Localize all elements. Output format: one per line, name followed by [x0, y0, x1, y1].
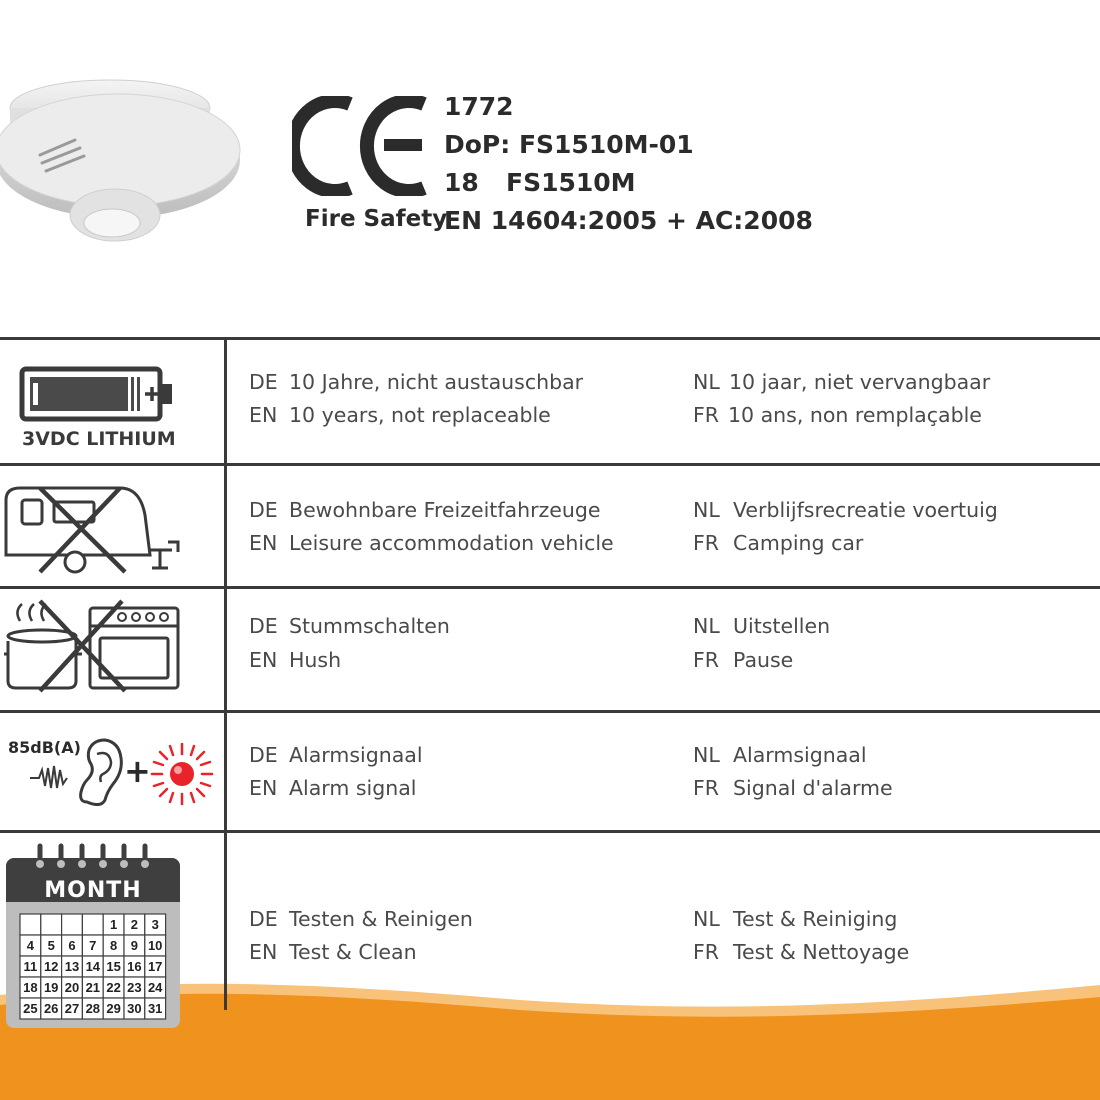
- battery-icon: [18, 365, 178, 427]
- lang-code-nl: NL: [693, 370, 720, 394]
- lang-text-nl: Uitstellen: [733, 614, 831, 638]
- calendar-day: 21: [85, 980, 101, 995]
- lang-code-fr: FR: [693, 531, 720, 555]
- lang-text-de: Bewohnbare Freizeitfahrzeuge: [289, 498, 601, 522]
- lang-code-fr: FR: [693, 940, 720, 964]
- calendar-day: 4: [26, 938, 35, 953]
- dop-number: DoP: FS1510M-01: [444, 130, 694, 159]
- lang-code-de: DE: [249, 743, 278, 767]
- ear-icon: [25, 736, 125, 806]
- calendar-day: 3: [151, 917, 159, 932]
- lang-code-en: EN: [249, 531, 278, 555]
- row2-de: [249, 498, 601, 522]
- decibel-label: 85dB(A): [8, 738, 81, 757]
- lang-code-de: DE: [249, 907, 278, 931]
- smoke-detector-image: [0, 60, 245, 250]
- calendar-day: 31: [147, 1001, 163, 1016]
- ce-mark-icon: [292, 96, 432, 196]
- table-divider: [0, 463, 1100, 466]
- lang-code-fr: FR: [693, 648, 720, 672]
- table-divider: [0, 830, 1100, 833]
- row4-de: [249, 743, 423, 767]
- lang-text-en: Test & Clean: [289, 940, 417, 964]
- calendar-day: 1: [109, 917, 118, 932]
- lang-text-fr: Pause: [733, 648, 794, 672]
- row5-de: [249, 907, 473, 931]
- row1-en: [249, 403, 551, 427]
- calendar-day: 13: [64, 959, 80, 974]
- calendar-day: 29: [106, 1001, 121, 1016]
- row4-nl: [693, 743, 867, 767]
- lang-text-en: 10 years, not replaceable: [289, 403, 551, 427]
- calendar-icon: [4, 842, 182, 1032]
- calendar-day: 28: [85, 1001, 101, 1016]
- calendar-day: 26: [43, 1001, 59, 1016]
- lang-text-nl: 10 jaar, niet vervangbaar: [729, 370, 991, 394]
- calendar-cell: [20, 914, 41, 935]
- calendar-day: 10: [147, 938, 163, 953]
- calendar-cell: [62, 914, 83, 935]
- table-divider: [0, 586, 1100, 589]
- lang-text-nl: Alarmsignaal: [733, 743, 867, 767]
- table-divider: [0, 337, 1100, 340]
- calendar-day: 17: [147, 959, 163, 974]
- calendar-day: 8: [109, 938, 118, 953]
- calendar-cell: [82, 914, 103, 935]
- lang-text-de: Testen & Reinigen: [289, 907, 473, 931]
- lang-text-nl: Test & Reiniging: [733, 907, 898, 931]
- cooking-crossed-icon: [0, 596, 185, 696]
- row5-fr: [693, 940, 909, 964]
- calendar-day: 30: [127, 1001, 142, 1016]
- lang-code-de: DE: [249, 614, 278, 638]
- caravan-crossed-icon: [0, 480, 185, 580]
- calendar-cell: [41, 914, 62, 935]
- calendar-day: 6: [68, 938, 76, 953]
- lang-text-fr: Signal d'alarme: [733, 776, 893, 800]
- year-code: 18: [444, 168, 479, 197]
- lang-text-en: Alarm signal: [289, 776, 417, 800]
- lang-code-fr: FR: [693, 776, 720, 800]
- table-divider: [0, 710, 1100, 713]
- row3-fr: [693, 648, 793, 672]
- notified-body-number: 1772: [444, 92, 514, 121]
- calendar-day: 19: [43, 980, 59, 995]
- lang-code-fr: FR: [693, 403, 720, 427]
- lang-code-en: EN: [249, 940, 278, 964]
- calendar-month-label: MONTH: [44, 878, 142, 903]
- lang-code-nl: NL: [693, 907, 720, 931]
- lang-code-de: DE: [249, 370, 278, 394]
- lang-text-en: Hush: [289, 648, 342, 672]
- row2-en: [249, 531, 614, 555]
- lang-text-de: 10 Jahre, nicht austauschbar: [289, 370, 584, 394]
- row2-nl: [693, 498, 998, 522]
- row3-de: [249, 614, 450, 638]
- battery-label: 3VDC LITHIUM: [22, 428, 176, 450]
- calendar-day: 7: [89, 938, 97, 953]
- model-number: FS1510M: [506, 168, 636, 197]
- row5-en: [249, 940, 417, 964]
- lang-text-de: Alarmsignaal: [289, 743, 423, 767]
- lang-code-de: DE: [249, 498, 278, 522]
- lang-text-nl: Verblijfsrecreatie voertuig: [733, 498, 998, 522]
- calendar-day: 9: [130, 938, 139, 953]
- calendar-day: 14: [85, 959, 101, 974]
- calendar-day: 2: [130, 917, 139, 932]
- calendar-day: 11: [23, 959, 38, 974]
- lang-code-nl: NL: [693, 498, 720, 522]
- row1-de: [249, 370, 583, 394]
- lang-code-en: EN: [249, 403, 278, 427]
- calendar-day: 24: [147, 980, 163, 995]
- calendar-day: 27: [64, 1001, 80, 1016]
- calendar-day: 18: [23, 980, 38, 995]
- column-divider: [224, 337, 227, 1010]
- lang-text-de: Stummschalten: [289, 614, 450, 638]
- calendar-day: 16: [127, 959, 142, 974]
- calendar-day: 25: [23, 1001, 38, 1016]
- calendar-day: 12: [43, 959, 59, 974]
- row3-nl: [693, 614, 830, 638]
- lang-code-en: EN: [249, 648, 278, 672]
- row1-nl: [693, 370, 990, 394]
- lang-code-en: EN: [249, 776, 278, 800]
- brand-name: Fire Safety: [305, 206, 448, 232]
- lang-code-nl: NL: [693, 614, 720, 638]
- row1-fr: [693, 403, 982, 427]
- lang-text-fr: Test & Nettoyage: [733, 940, 910, 964]
- calendar-day: 15: [106, 959, 121, 974]
- calendar-day: 5: [47, 938, 55, 953]
- standard-number: EN 14604:2005 + AC:2008: [444, 206, 813, 235]
- calendar-day: 20: [64, 980, 80, 995]
- plus-sign: +: [124, 752, 151, 790]
- row4-fr: [693, 776, 893, 800]
- calendar-day: 23: [127, 980, 142, 995]
- lang-text-en: Leisure accommodation vehicle: [289, 531, 614, 555]
- row3-en: [249, 648, 341, 672]
- red-light-icon: [150, 742, 214, 806]
- row4-en: [249, 776, 416, 800]
- row5-nl: [693, 907, 897, 931]
- lang-text-fr: Camping car: [733, 531, 864, 555]
- row2-fr: [693, 531, 863, 555]
- lang-code-nl: NL: [693, 743, 720, 767]
- calendar-day: 22: [106, 980, 121, 995]
- lang-text-fr: 10 ans, non remplaçable: [728, 403, 982, 427]
